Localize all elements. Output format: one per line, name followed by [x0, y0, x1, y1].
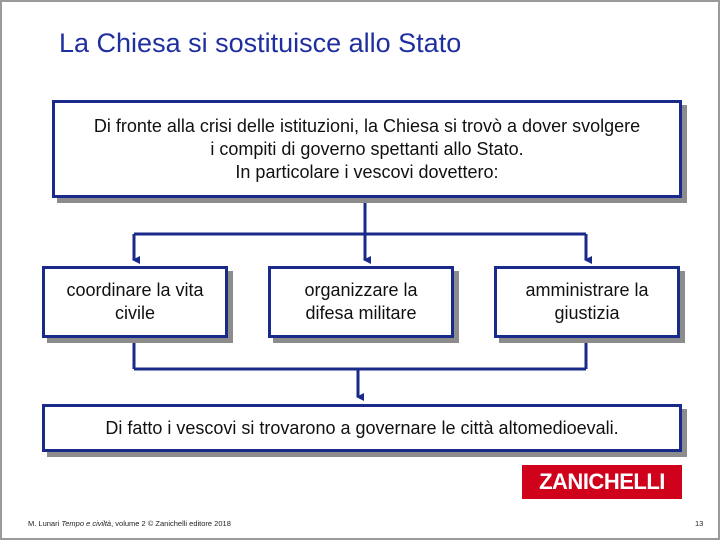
task-label: organizzare la difesa militare — [304, 280, 418, 323]
task-box-military — [268, 266, 454, 338]
conclusion-box — [42, 404, 682, 452]
footer-book-title: Tempo e civiltà — [61, 519, 112, 528]
footer-credit — [28, 519, 231, 528]
conclusion-text: Di fatto i vescovi si trovarono a governare le città altomedioevali. — [105, 417, 619, 438]
intro-box — [52, 100, 682, 198]
slide-title: La Chiesa si sostituisce allo Stato — [59, 28, 462, 58]
task-label: amministrare la giustizia — [525, 280, 649, 323]
footer-publisher: , volume 2 © Zanichelli editore 2018 — [111, 519, 231, 528]
task-box-justice — [494, 266, 680, 338]
task-label: coordinare la vita civile — [66, 280, 204, 323]
publisher-logo: ZANICHELLI — [522, 465, 682, 499]
task-box-civil — [42, 266, 228, 338]
page-number: 13 — [695, 519, 704, 528]
footer-author: M. Lunari — [28, 519, 62, 528]
intro-text: Di fronte alla crisi delle istituzioni, la Chiesa si trovò a dover svolgere i compiti di governo spettanti allo Stato. In particolare i vescovi dovettero: — [93, 115, 641, 182]
